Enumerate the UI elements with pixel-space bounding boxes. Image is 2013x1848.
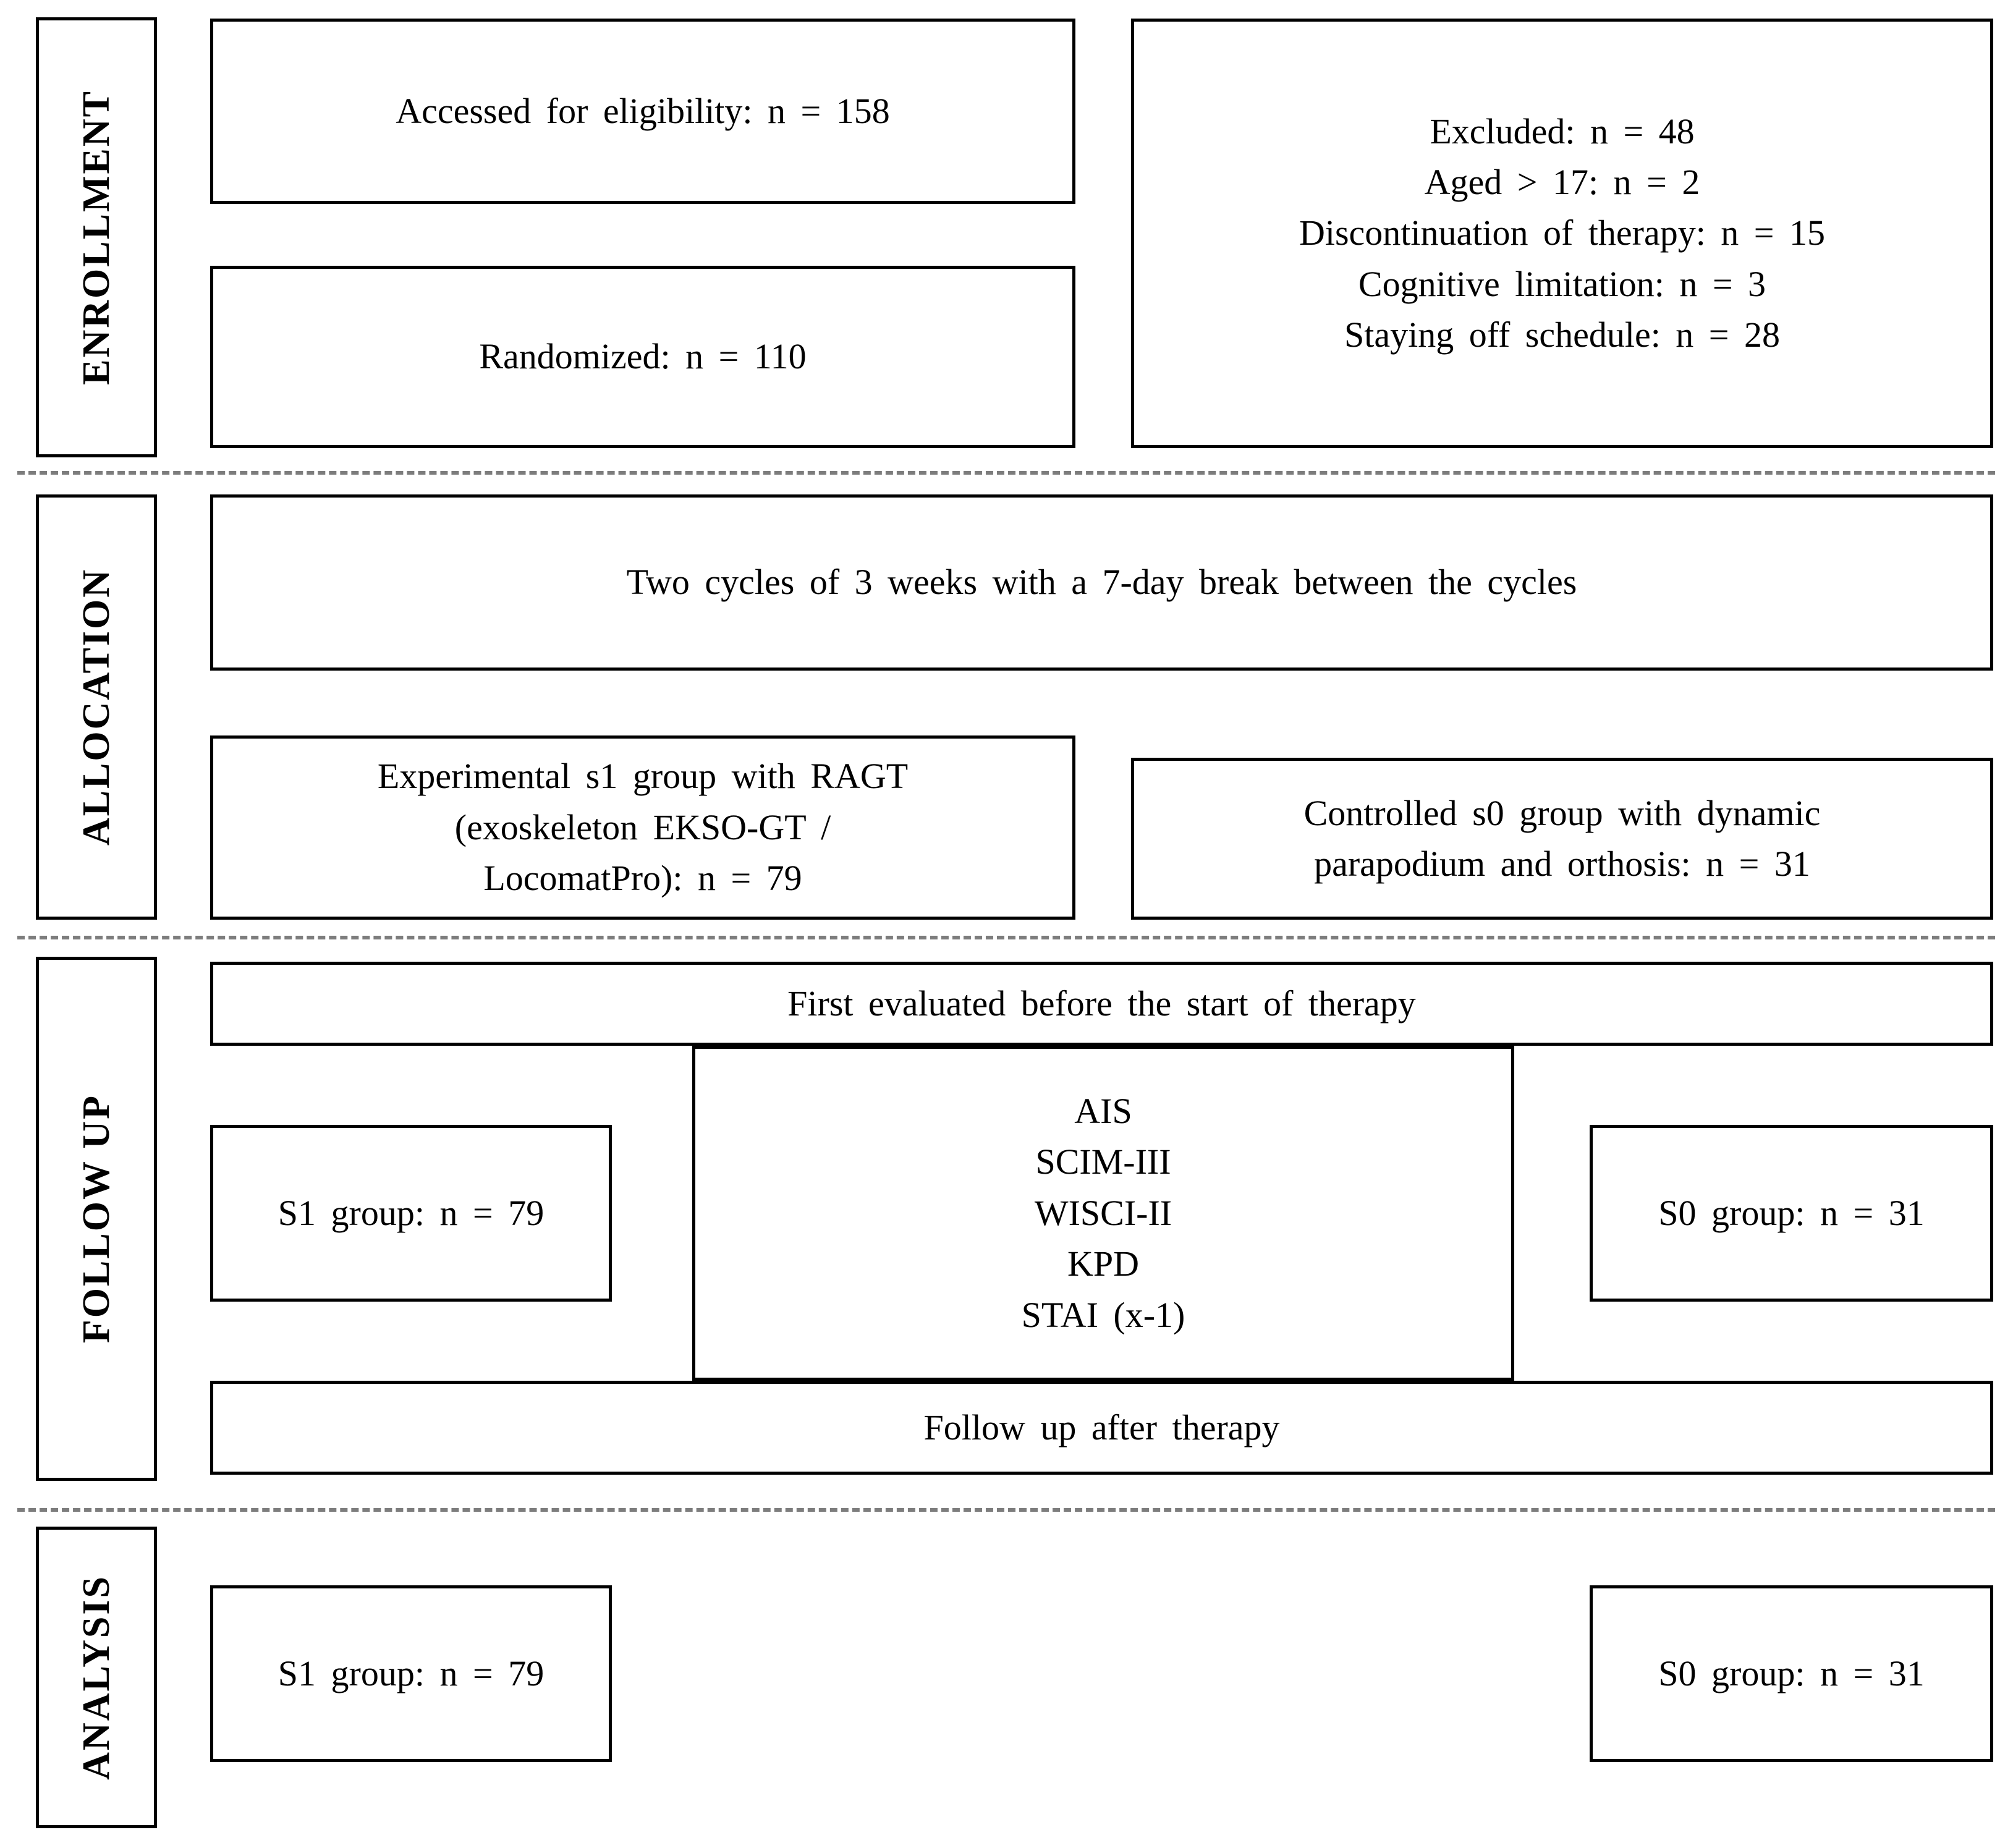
s1-analysis-text: S1 group: n = 79 <box>278 1653 545 1693</box>
randomized-box <box>210 266 1075 448</box>
assessment-line-3: WISCI-II <box>1034 1192 1172 1233</box>
first-evaluated-box <box>210 962 1993 1046</box>
follow-up-label-text: FOLLOW UP <box>75 1094 117 1344</box>
analysis-label-text: ANALYSIS <box>75 1575 117 1780</box>
followup-after-text: Follow up after therapy <box>923 1407 1280 1447</box>
excluded-box <box>1131 19 1993 448</box>
s1-group-followup-box <box>210 1125 612 1302</box>
s1-group-analysis-box <box>210 1585 612 1762</box>
s0-group-followup-box <box>1590 1125 1993 1302</box>
s0-group-analysis-box <box>1590 1585 1993 1762</box>
assessments-box <box>692 1046 1514 1381</box>
section-divider-3 <box>17 1508 1995 1512</box>
section-divider-2 <box>17 936 1995 939</box>
section-label-allocation <box>36 494 157 920</box>
experimental-line-3: LocomatPro): n = 79 <box>483 858 802 899</box>
assessment-line-1: AIS <box>1074 1091 1132 1132</box>
allocation-label-text: ALLOCATION <box>75 568 117 846</box>
section-divider-1 <box>17 471 1995 475</box>
s0-followup-text: S0 group: n = 31 <box>1658 1192 1925 1233</box>
randomized-text: Randomized: n = 110 <box>479 336 807 377</box>
excluded-line-4: Cognitive limitation: n = 3 <box>1358 263 1766 304</box>
controlled-group-box <box>1131 758 1993 920</box>
excluded-line-2: Aged > 17: n = 2 <box>1424 161 1700 202</box>
s0-analysis-text: S0 group: n = 31 <box>1658 1653 1925 1693</box>
experimental-line-2: (exoskeleton EKSO-GT / <box>454 807 831 847</box>
accessed-for-eligibility-box <box>210 19 1075 204</box>
controlled-line-2: parapodium and orthosis: n = 31 <box>1314 844 1810 884</box>
excluded-line-5: Staying off schedule: n = 28 <box>1344 315 1781 355</box>
followup-after-therapy-box <box>210 1381 1993 1475</box>
experimental-group-box <box>210 735 1075 920</box>
accessed-text: Accessed for eligibility: n = 158 <box>396 90 890 131</box>
first-evaluated-text: First evaluated before the start of therapy <box>787 983 1416 1024</box>
enrollment-label-text: ENROLLMENT <box>75 90 117 385</box>
experimental-line-1: Experimental s1 group with RAGT <box>377 756 909 797</box>
section-label-follow-up <box>36 957 157 1481</box>
excluded-line-1: Excluded: n = 48 <box>1430 111 1695 151</box>
assessment-line-5: STAI (x-1) <box>1021 1294 1185 1335</box>
controlled-line-1: Controlled s0 group with dynamic <box>1303 792 1821 833</box>
excluded-line-3: Discontinuation of therapy: n = 15 <box>1299 213 1826 253</box>
s1-followup-text: S1 group: n = 79 <box>278 1192 545 1233</box>
section-label-enrollment <box>36 17 157 457</box>
assessment-line-2: SCIM-III <box>1035 1142 1171 1182</box>
assessment-line-4: KPD <box>1067 1244 1140 1284</box>
cycles-text: Two cycles of 3 weeks with a 7-day break between the cycles <box>626 562 1577 603</box>
section-label-analysis <box>36 1527 157 1828</box>
cycles-box <box>210 494 1993 671</box>
